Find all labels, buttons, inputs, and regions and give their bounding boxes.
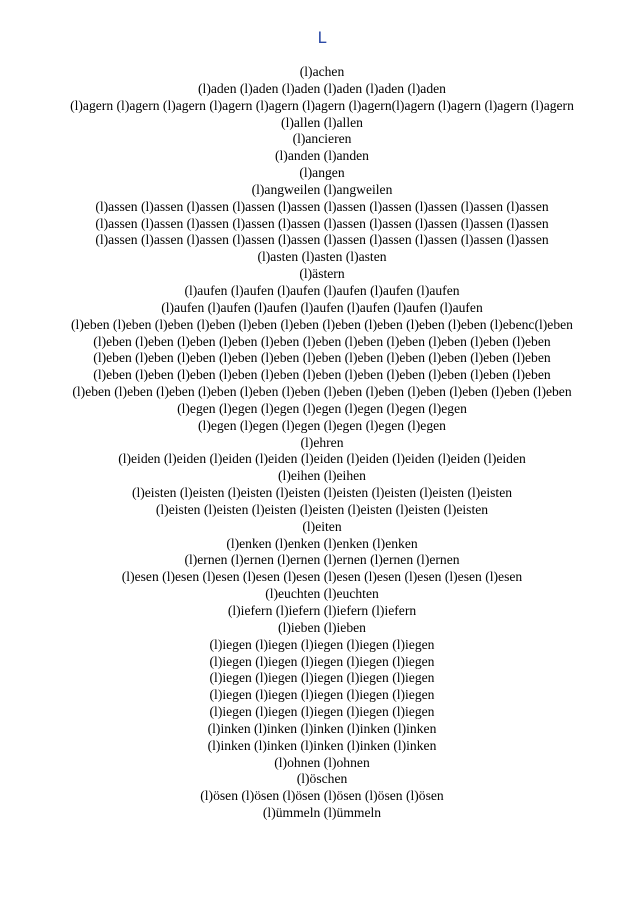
word-line: (l)euchten (l)euchten (265, 586, 379, 602)
word-line: (l)egen (l)egen (l)egen (l)egen (l)egen (l)egen (198, 417, 446, 433)
word-line: (l)inken (l)inken (l)inken (l)inken (l)inken (207, 720, 437, 736)
word-line: (l)eben (l)eben (l)eben (l)eben (l)eben (l)eben (l)eben (l)eben (l)eben (l)eben (l)eben (93, 367, 551, 383)
word-line: (l)iegen (l)iegen (l)iegen (l)iegen (l)iegen (209, 704, 435, 720)
word-line: (l)ernen (l)ernen (l)ernen (l)ernen (l)ernen (l)ernen (184, 552, 460, 568)
word-line: (l)eben (l)eben (l)eben (l)eben (l)eben (l)eben (l)eben (l)eben (l)eben (l)eben (l)eben (93, 350, 551, 366)
word-line: (l)allen (l)allen (281, 114, 363, 130)
word-line: (l)esen (l)esen (l)esen (l)esen (l)esen (l)esen (l)esen (l)esen (l)esen (l)esen (121, 569, 523, 585)
word-line: (l)enken (l)enken (l)enken (l)enken (226, 535, 418, 551)
word-line: (l)assen (l)assen (l)assen (l)assen (l)assen (l)assen (l)assen (l)assen (l)assen (l)assen (95, 198, 549, 214)
word-line: (l)eisten (l)eisten (l)eisten (l)eisten (l)eisten (l)eisten (l)eisten (l)eisten (131, 485, 513, 501)
word-line: (l)anden (l)anden (275, 148, 369, 164)
word-line: (l)iegen (l)iegen (l)iegen (l)iegen (l)iegen (209, 636, 435, 652)
word-line: (l)ümmeln (l)ümmeln (262, 805, 382, 821)
word-line: (l)eben (l)eben (l)eben (l)eben (l)eben (l)eben (l)eben (l)eben (l)eben (l)eben (l)eben (l)eben (72, 384, 572, 400)
word-line: (l)ästern (299, 266, 345, 282)
word-line: (l)iegen (l)iegen (l)iegen (l)iegen (l)iegen (209, 687, 435, 703)
word-line: (l)aufen (l)aufen (l)aufen (l)aufen (l)aufen (l)aufen (184, 282, 460, 298)
word-line: (l)aden (l)aden (l)aden (l)aden (l)aden (l)aden (198, 80, 446, 96)
word-line: (l)eiten (302, 518, 342, 534)
word-line: (l)angen (299, 165, 345, 181)
word-line: (l)ieben (l)ieben (278, 619, 366, 635)
word-line: (l)angweilen (l)angweilen (251, 181, 393, 197)
word-line: (l)eisten (l)eisten (l)eisten (l)eisten (l)eisten (l)eisten (l)eisten (155, 501, 489, 517)
word-line: (l)asten (l)asten (l)asten (257, 249, 387, 265)
word-line: (l)öschen (296, 771, 348, 787)
word-line: (l)eihen (l)eihen (278, 468, 366, 484)
word-line: (l)iegen (l)iegen (l)iegen (l)iegen (l)iegen (209, 653, 435, 669)
word-line: (l)eben (l)eben (l)eben (l)eben (l)eben (l)eben (l)eben (l)eben (l)eben (l)eben (l)ebenc(l)eben (71, 316, 573, 332)
word-line: (l)achen (299, 64, 345, 79)
word-line: (l)ösen (l)ösen (l)ösen (l)ösen (l)ösen (l)ösen (200, 788, 444, 804)
page-heading: L (317, 28, 327, 47)
word-line: (l)iefern (l)iefern (l)iefern (l)iefern (227, 603, 417, 618)
word-line: (l)egen (l)egen (l)egen (l)egen (l)egen (l)egen (l)egen (177, 400, 467, 416)
word-line: (l)aufen (l)aufen (l)aufen (l)aufen (l)aufen (l)aufen (l)aufen (161, 299, 483, 315)
word-line: (l)iegen (l)iegen (l)iegen (l)iegen (l)iegen (209, 670, 435, 686)
word-line: (l)agern (l)agern (l)agern (l)agern (l)agern (l)agern (l)agern(l)agern (l)agern (l)agern (l)agern (70, 97, 574, 113)
word-line: (l)eben (l)eben (l)eben (l)eben (l)eben (l)eben (l)eben (l)eben (l)eben (l)eben (l)eben (93, 333, 551, 349)
word-line: (l)assen (l)assen (l)assen (l)assen (l)assen (l)assen (l)assen (l)assen (l)assen (l)assen (95, 232, 549, 248)
word-line: (l)assen (l)assen (l)assen (l)assen (l)assen (l)assen (l)assen (l)assen (l)assen (l)assen (95, 215, 549, 231)
word-line: (l)ohnen (l)ohnen (274, 754, 370, 770)
word-line: (l)inken (l)inken (l)inken (l)inken (l)inken (207, 737, 437, 753)
word-line: (l)ehren (300, 434, 344, 450)
word-line: (l)ancieren (292, 131, 352, 147)
word-list (0, 64, 644, 822)
word-line: (l)eiden (l)eiden (l)eiden (l)eiden (l)eiden (l)eiden (l)eiden (l)eiden (l)eiden (118, 451, 526, 467)
